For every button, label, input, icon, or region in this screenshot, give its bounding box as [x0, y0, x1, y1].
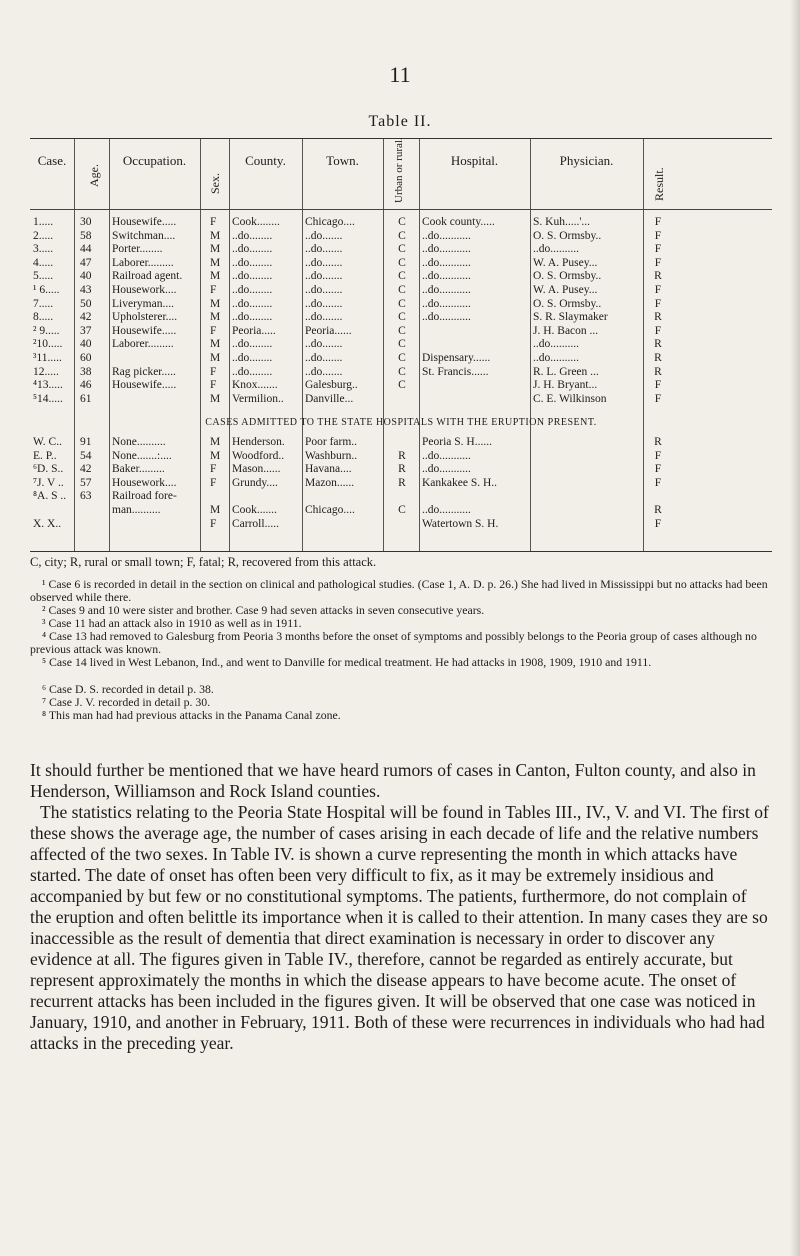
- table-row: [30, 365, 772, 379]
- footnote: ⁵ Case 14 lived in West Lebanon, Ind., and went to Danville for medical treatment. He had attacks in 1908, 1909, 1910 and 1911.: [42, 655, 652, 669]
- cell-ur: C: [398, 504, 406, 516]
- cell-case: ⁷J. V ..: [33, 476, 64, 489]
- cell-occupation: Housework....: [112, 476, 177, 489]
- cell-result: R: [654, 311, 662, 324]
- header-sex: Sex.: [208, 173, 222, 194]
- table-row: [30, 215, 772, 229]
- footnote: ³ Case 11 had an attack also in 1910 as well as in 1911.: [42, 616, 302, 630]
- cell-result: F: [654, 324, 662, 337]
- footnote: ⁸ This man had had previous attacks in the Panama Canal zone.: [42, 708, 341, 722]
- cell-age: 47: [80, 256, 92, 269]
- cell-ur: C: [398, 365, 406, 378]
- cell-age: 37: [80, 324, 92, 337]
- cell-age: 60: [80, 352, 92, 364]
- table-row: [30, 242, 772, 256]
- cell-hospital: Dispensary......: [422, 352, 491, 364]
- cell-occupation: Upholsterer....: [112, 311, 178, 324]
- cell-case: ⁸A. S ..: [33, 490, 67, 503]
- cell-hospital: Peoria S. H......: [422, 436, 492, 448]
- cell-age: 42: [80, 311, 92, 324]
- cell-occupation: Rag picker.....: [112, 365, 176, 378]
- cell-case: ⁵14.....: [33, 392, 63, 405]
- cell-case: E. P..: [33, 449, 57, 462]
- header-hospital: Hospital.: [450, 153, 499, 168]
- cell-town: Poor farm..: [305, 436, 358, 448]
- table-row: [30, 462, 772, 476]
- paragraph: It should further be mentioned that we have heard rumors of cases in Canton, Fulton county, and also in Henderson, Williamson and Rock Island counties.: [30, 760, 756, 801]
- cell-ur: C: [398, 324, 406, 337]
- cell-result: R: [654, 436, 662, 448]
- cell-hospital: ..do...........: [422, 284, 471, 296]
- cell-physician: C. E. Wilkinson: [533, 392, 607, 405]
- cell-town: Danville...: [305, 392, 354, 405]
- cell-town: Mazon......: [305, 476, 355, 489]
- cell-result: F: [654, 216, 662, 228]
- cell-physician: ..do..........: [533, 338, 579, 351]
- cell-case: 2.....: [33, 229, 54, 242]
- cell-county: ..do........: [232, 352, 273, 364]
- cell-age: 91: [80, 436, 92, 448]
- table-row: [30, 283, 772, 297]
- cell-physician: O. S. Ormsby..: [533, 229, 602, 242]
- cell-sex: M: [210, 392, 221, 405]
- cell-town: ..do.......: [305, 365, 343, 378]
- page-edge-shadow: [790, 0, 800, 1256]
- cell-result: F: [654, 463, 662, 476]
- table-row: [30, 476, 772, 490]
- cell-hospital: ..do...........: [422, 311, 471, 324]
- cell-county: Peoria.....: [232, 324, 276, 337]
- table-row: [30, 324, 772, 338]
- cell-hospital: Cook county.....: [422, 216, 495, 228]
- header-age: Age.: [87, 164, 101, 187]
- cell-occupation: Housewife.....: [112, 216, 177, 228]
- cell-sex: M: [210, 436, 221, 448]
- cell-age: 61: [80, 392, 92, 405]
- cell-physician: R. L. Green ...: [533, 365, 599, 378]
- cell-case: 3.....: [33, 243, 54, 256]
- cell-case: 4.....: [33, 256, 54, 269]
- cell-result: F: [654, 392, 662, 405]
- cell-occupation: Railroad fore-: [112, 490, 177, 503]
- cell-result: F: [654, 476, 662, 489]
- cell-county: Woodford..: [232, 449, 285, 462]
- cell-case: 5.....: [33, 270, 54, 283]
- cell-physician: W. A. Pusey...: [533, 256, 598, 269]
- cell-county: ..do........: [232, 229, 273, 242]
- cell-ur: C: [398, 284, 406, 296]
- cell-county: ..do........: [232, 284, 273, 296]
- cell-occupation: None.......:....: [112, 449, 172, 462]
- cell-occupation: Laborer.........: [112, 338, 174, 351]
- cell-physician: ..do..........: [533, 352, 579, 364]
- cell-case: 7.....: [33, 297, 54, 310]
- page-number: 11: [389, 62, 411, 87]
- cell-hospital: ..do...........: [422, 449, 471, 462]
- table-row: [30, 449, 772, 463]
- cell-sex: F: [210, 284, 217, 296]
- cell-sex: M: [210, 229, 221, 242]
- cell-sex: F: [210, 365, 217, 378]
- cell-county: Cook........: [232, 216, 280, 228]
- cell-town: Chicago....: [305, 504, 355, 516]
- cell-sex: M: [210, 243, 221, 256]
- cell-case: 1.....: [33, 216, 54, 228]
- cell-age: 40: [80, 270, 92, 283]
- cell-occupation: Housewife.....: [112, 379, 177, 392]
- footnote: ¹ Case 6 is recorded in detail in the section on clinical and pathological studies. (Case 1, A. D. p. 26.) She had lived in Mississippi but no attacks had been observed while there.: [30, 577, 768, 604]
- cell-sex: M: [210, 297, 221, 310]
- cell-county: ..do........: [232, 311, 273, 324]
- cell-town: ..do.......: [305, 243, 343, 256]
- cell-sex: M: [210, 449, 221, 462]
- cell-age: 54: [80, 449, 92, 462]
- cell-sex: F: [210, 517, 217, 530]
- cell-county: ..do........: [232, 365, 273, 378]
- table-row: [30, 378, 772, 392]
- cell-case: X. X..: [33, 517, 62, 530]
- cell-county: ..do........: [232, 297, 273, 310]
- cell-hospital: Watertown S. H.: [422, 517, 499, 530]
- body-text: [30, 760, 770, 1054]
- cell-sex: F: [210, 379, 217, 392]
- cell-occupation: Housewife.....: [112, 324, 177, 337]
- cell-county: Cook.......: [232, 504, 278, 516]
- header-occupation: Occupation.: [122, 153, 187, 168]
- footnote: ⁴ Case 13 had removed to Galesburg from Peoria 3 months before the onset of symptoms and possibly belongs to the Peoria group of cases although no previous attack was known.: [30, 629, 757, 656]
- paragraph: The statistics relating to the Peoria State Hospital will be found in Tables III., IV., V. and VI. The first of these shows the average age, the number of cases arising in each decade of life and the relative numbers affected of the two sexes. In Table IV. is shown a curve representing the month in which attacks have started. The date of onset has often been very difficult to fix, as it may be extremely insidious and accompanied by but few or no constitutional symptoms. The patients, furthermore, do not complain of the eruption and often belittle its importance when it is called to their attention. In many cases they are so inaccessible as the result of dementia that direct examination is necessary in order to discover any evidence at all. The figures given in Table IV., therefore, cannot be regarded as entirely accurate, but represent approximately the months in which the disease appears to have become acute. The onset of recurrent attacks has been included in the figures given. It will be observed that one case was noticed in January, 1910, and another in February, 1911. Both of these were recurrences in individuals who had had attacks in the preceding year.: [30, 802, 769, 1053]
- cell-ur: R: [398, 476, 406, 489]
- cell-town: ..do.......: [305, 256, 343, 269]
- cell-ur: C: [398, 243, 406, 256]
- cell-occupation: man..........: [112, 504, 161, 516]
- cell-sex: M: [210, 352, 221, 364]
- cell-ur: C: [398, 270, 406, 283]
- cell-ur: R: [398, 463, 406, 476]
- cell-age: 46: [80, 379, 92, 392]
- cell-county: Mason......: [232, 463, 281, 476]
- cell-case: ²10.....: [33, 338, 63, 351]
- cell-county: ..do........: [232, 256, 273, 269]
- cell-occupation: None..........: [112, 436, 166, 448]
- cell-case: W. C..: [33, 436, 62, 448]
- cell-result: R: [654, 352, 662, 364]
- table-row: [30, 517, 772, 531]
- cell-result: F: [654, 229, 662, 242]
- cell-physician: S. R. Slaymaker: [533, 311, 608, 324]
- cell-town: ..do.......: [305, 284, 343, 296]
- cell-age: 40: [80, 338, 92, 351]
- cell-hospital: ..do...........: [422, 256, 471, 269]
- cell-occupation: Housework....: [112, 284, 177, 296]
- table-row: [30, 256, 772, 270]
- cell-age: 30: [80, 216, 92, 228]
- cell-county: ..do........: [232, 338, 273, 351]
- cell-case: ⁴13.....: [33, 379, 63, 392]
- cell-physician: ..do..........: [533, 243, 579, 256]
- cell-result: R: [654, 365, 662, 378]
- cell-sex: F: [210, 216, 217, 228]
- cell-physician: S. Kuh.....'...: [533, 216, 591, 228]
- cell-county: Henderson.: [232, 436, 285, 448]
- table-header: [30, 139, 772, 210]
- cell-ur: C: [398, 297, 406, 310]
- cell-ur: C: [398, 311, 406, 324]
- table-row: [30, 297, 772, 311]
- cell-sex: M: [210, 311, 221, 324]
- cell-case: 8.....: [33, 311, 54, 324]
- cell-hospital: ..do...........: [422, 229, 471, 242]
- cell-result: F: [654, 297, 662, 310]
- cell-town: Havana....: [305, 463, 352, 476]
- cell-sex: F: [210, 463, 217, 476]
- cell-ur: R: [398, 449, 406, 462]
- cell-result: R: [654, 270, 662, 283]
- cell-ur: C: [398, 338, 406, 351]
- table-row: [30, 351, 772, 365]
- header-town: Town.: [326, 153, 359, 168]
- section-heading: CASES ADMITTED TO THE STATE HOSPITALS WITH THE ERUPTION PRESENT.: [205, 417, 597, 428]
- cell-occupation: Baker.........: [112, 463, 165, 476]
- cell-hospital: ..do...........: [422, 504, 471, 516]
- cell-result: R: [654, 504, 662, 516]
- cell-age: 50: [80, 297, 92, 310]
- cell-town: ..do.......: [305, 311, 343, 324]
- header-result: Result.: [652, 167, 666, 201]
- footnote: ⁷ Case J. V. recorded in detail p. 30.: [42, 695, 211, 709]
- cell-town: Galesburg..: [305, 379, 358, 392]
- cell-physician: J. H. Bryant...: [533, 379, 598, 392]
- cell-age: 38: [80, 365, 92, 378]
- cell-ur: C: [398, 352, 406, 364]
- cell-age: 43: [80, 284, 92, 296]
- table-row: [30, 269, 772, 283]
- cell-age: 57: [80, 476, 92, 489]
- cell-occupation: Liveryman....: [112, 297, 174, 310]
- cell-ur: C: [398, 216, 406, 228]
- cell-result: F: [654, 284, 662, 296]
- cell-town: ..do.......: [305, 338, 343, 351]
- cell-county: ..do........: [232, 270, 273, 283]
- cell-town: Peoria......: [305, 324, 352, 337]
- cell-town: ..do.......: [305, 270, 343, 283]
- cell-town: ..do.......: [305, 352, 343, 364]
- table-row: [30, 229, 772, 243]
- table-row: [30, 310, 772, 324]
- cell-age: 58: [80, 229, 92, 242]
- cell-hospital: Kankakee S. H..: [422, 476, 498, 489]
- cell-result: F: [654, 449, 662, 462]
- table-row: [30, 489, 772, 503]
- cell-case: ⁶D. S..: [33, 463, 64, 476]
- cell-sex: M: [210, 338, 221, 351]
- cell-ur: C: [398, 379, 406, 392]
- cell-sex: M: [210, 270, 221, 283]
- cell-occupation: Porter........: [112, 243, 163, 256]
- table-legend: C, city; R, rural or small town; F, fatal; R, recovered from this attack.: [30, 555, 377, 569]
- cell-result: F: [654, 517, 662, 530]
- cell-age: 42: [80, 463, 92, 476]
- cell-county: Carroll.....: [232, 517, 279, 530]
- cell-case: 12.....: [33, 365, 59, 378]
- cell-sex: M: [210, 504, 221, 516]
- cell-age: 44: [80, 243, 92, 256]
- cell-sex: F: [210, 476, 217, 489]
- cell-physician: O. S. Ormsby..: [533, 270, 602, 283]
- cell-town: Chicago....: [305, 216, 355, 228]
- cell-result: F: [654, 256, 662, 269]
- table-row: [30, 435, 772, 449]
- cell-hospital: ..do...........: [422, 463, 471, 476]
- cell-result: F: [654, 379, 662, 392]
- cell-town: Washburn..: [305, 449, 358, 462]
- cell-county: Knox.......: [232, 379, 278, 392]
- cell-ur: C: [398, 256, 406, 269]
- table-row: [30, 392, 772, 406]
- cell-physician: J. H. Bacon ...: [533, 324, 599, 337]
- cell-age: 63: [80, 490, 92, 503]
- header-county: County.: [245, 153, 286, 168]
- cell-hospital: ..do...........: [422, 243, 471, 256]
- cell-case: ¹ 6.....: [33, 284, 60, 296]
- cell-occupation: Laborer.........: [112, 256, 174, 269]
- cell-town: ..do.......: [305, 297, 343, 310]
- header-case: Case.: [37, 153, 67, 168]
- cell-occupation: Switchman....: [112, 229, 176, 242]
- cell-hospital: ..do...........: [422, 297, 471, 310]
- footnote: ⁶ Case D. S. recorded in detail p. 38.: [42, 682, 214, 696]
- cell-county: Grundy....: [232, 476, 278, 489]
- header-urban-rural: Urban or rural.: [393, 137, 405, 203]
- data-table: [30, 138, 772, 552]
- cell-ur: C: [398, 229, 406, 242]
- cell-sex: M: [210, 256, 221, 269]
- cell-result: R: [654, 338, 662, 351]
- cell-result: F: [654, 243, 662, 256]
- cell-case: ³11.....: [33, 352, 62, 364]
- footnote: ² Cases 9 and 10 were sister and brother. Case 9 had seven attacks in seven consecutive years.: [42, 603, 485, 617]
- cell-occupation: Railroad agent.: [112, 270, 183, 283]
- cell-case: ² 9.....: [33, 324, 60, 337]
- table-title: Table II.: [368, 113, 432, 130]
- cell-town: ..do.......: [305, 229, 343, 242]
- cell-sex: F: [210, 324, 217, 337]
- cell-hospital: St. Francis......: [422, 365, 489, 378]
- cell-hospital: ..do...........: [422, 270, 471, 283]
- cell-physician: O. S. Ormsby..: [533, 297, 602, 310]
- header-physician: Physician.: [559, 153, 614, 168]
- cell-physician: W. A. Pusey...: [533, 284, 598, 296]
- cell-county: ..do........: [232, 243, 273, 256]
- cell-county: Vermilion..: [232, 392, 284, 405]
- table-row: [30, 337, 772, 351]
- table-row: [30, 503, 772, 517]
